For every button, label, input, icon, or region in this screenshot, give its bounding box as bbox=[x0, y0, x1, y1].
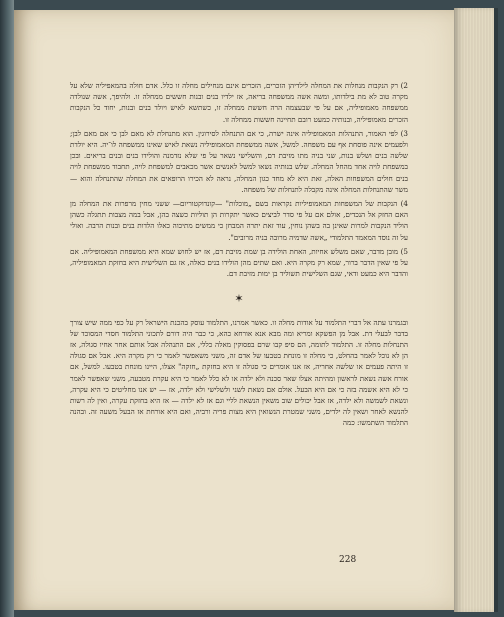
section-ornament: ✶ bbox=[234, 292, 244, 306]
paragraph-2: 2) רק הנקבות מנחלות את המחלה לילדיהן הזכרים, הזכרים אינם מנחילים מחלה זו כלל. אדם חולה בהמאפיליה שלא על מקרה טוב לא מת בילדותו, ומשה אשה ממשפחה בריאה, אז ילדיו בנים ובנות חששים ממחלה זו. ולהיפך, אשה שנולדה ממשפחה מאמופיליה, אם על פי שבעצמה הרה חששת ממחלה זו, כשתשא לאיש ויולד בנים ובנות, יחוד כל הנקבות הזכרים מאמופיליה, ובנותיה כמעט רובם תחיינה חששות ממחלה זו. bbox=[70, 81, 408, 124]
page-number: 228 bbox=[339, 555, 357, 565]
paragraph-3: 3) לפי האמור, התנהלות המאמופיליה אינה ישרה, כי אם התנחלה לסירוגין. הוא מתנחלת לא מאם לבן כי אם מאם לבן; ולפעמים אינה פוסחת אף עם משפחה. למשל, אשה ממשפחת המאמופיליה נשאת לאיש שאינו ממשפחה לו־יה. היא יולדת שלשה בנים ושלש בנות, שני בניה מתו מזיבת דם, והשלישי נשאר על פי שלא נזדמנה והולידו בנים ובנים בריאים. ובכן במשפחת לויה אחד מהחל המחלה. שלש בנותיה נשאו למשל לאנשים אשר מכאבים למשפחת לויה, תחבוד ממשפחת לויה בנים חולים המשפחות האלה, זאת היא לא מחד כגון המחלה, נראה לא הכירו הרופאים את המחלה שהתנחלה והוא — משר שהתנחלות המחלה אינה מקבלה לתנחלות של משפחה. bbox=[70, 128, 408, 194]
closing-paragraph: ובגמרנו עתה אל דברי התלמוד על אודות מחלה זו. כאשר אמרנו, התלמוד עוסק בהכנת הישראל רק על כפי ממה שיש צורך בדבר לבעלי דת. אבל מן הפשקא ומריא ומה מבא אנא אורחא כהא, כי כבר היה דורם לתכוני התלמוד חסדי המסוכד של התנחלות מחלה זו. התלמוד לתומה, הם סיפ קבו שרם בפסוקין מאלה כללי, אם התנהלה אבל אותם אחר אחיו סגולה, אז הן לא נוכל לאמר בהחלט, כי מחלה זו מונחת בטבעו של אדם זה, משני משאפשר לאמר כי רק מקרה היא. אבל אם סגולה זו היתה פעמים או שלשה אחריה, אז אנו אומרים כי סגולה זו היא בחזקת „חזקה" אצלו, היינו מונחת בטבעו. למשל, אם אורח אשה נשאת לראשון ומהיתה אצלו שאר סכנה ולא ילדה או לא כלל לאמר כי היא עקרת מטבעה, משני שאפשר לאמר כי לא היא אשמה בזה כי אם היא הבעל. אולם אם נשאת לשני ולשלישי ולא ילדה, אז — יש אנו מחליטים כי היא עקרה, ונשאת לשמשה ולא ילדה, אז אבל יכולים שוב משאין הנשאת לליי וגם אז לא ילדה — אז היא בחזקת עקרה, ואין לה רשות להנשא לאחר ושאין לה ילדים, משני שמטרת הנשואין היא מצות פריה ורביה, ואם היא אורחת אז הבעל משעה זה. ובהנה התלמוד השתמשו: כמה bbox=[70, 317, 408, 428]
page-text-block bbox=[70, 80, 408, 432]
paragraph-4: 4) הנקבות של המשפחות המאמופיליות נקראות בשם „מוכלות" —קונדוקטוריום— ששני מחין מרפרות את המחלה מן האם החזק אל הנכדים, אולם אם על פי סדר לביצים כאשר יתקרות הן תוליות כשצה בהן, אבל במה מצבות תתגלה כשהן הוליד הנקבות למרות שאינן בה בשהן נוחין, עוד זאת יתרה המבחן כי ממשים מתיכוה כאלו הלדות בנים ובנות הרבה. ואולי על זה נוסד המאמד התלמודי „אשה שדמיה מרובה בניה מרובים". bbox=[70, 199, 408, 242]
book-page bbox=[14, 10, 454, 610]
book-spine-shadow bbox=[0, 0, 14, 617]
paragraph-5: 5) מובן מדבר, שאם משלש אחיות, האחת הולידה בן שמת מזיבת דם, אז יש לחוש שמא היא ממשפחת המאמופיליה. אם על פי שאין הדבר ברור, שמא רק מקרה היא. ואם שתים מהן הולידו בנים כאלה, אז גם השלישית היא בחזקת המאמופיליה, והדבר היא כמעט ודאי, שגם השלישית תשוליד בן ימות מזיבת דם. bbox=[70, 246, 408, 279]
page-edges bbox=[454, 8, 498, 612]
